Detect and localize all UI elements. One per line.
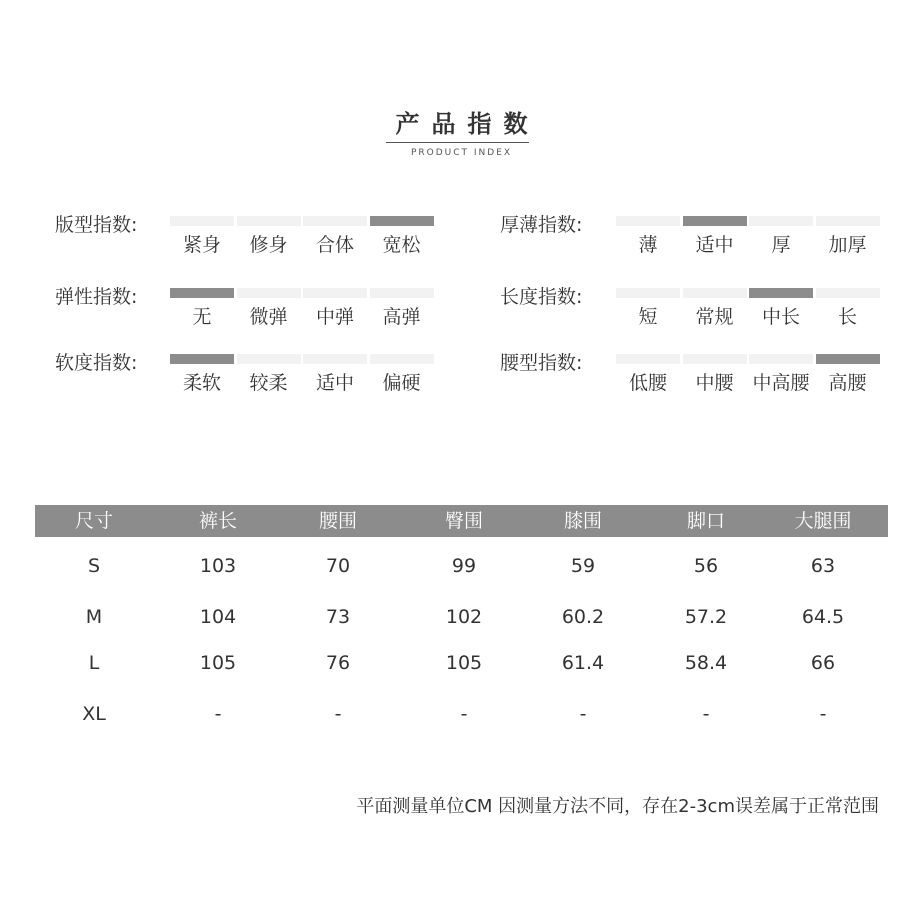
index-option-label: 长 <box>837 306 857 328</box>
index-option-label: 低腰 <box>628 372 667 394</box>
index-option-label: 中腰 <box>695 372 734 394</box>
table-cell: 105 <box>199 652 237 674</box>
table-cell: 57.2 <box>684 606 728 628</box>
index-bar-selected <box>170 354 234 364</box>
index-bar <box>616 354 680 364</box>
index-bar <box>683 288 747 298</box>
index-bar <box>303 354 367 364</box>
title-divider <box>386 142 529 143</box>
table-cell: - <box>214 703 222 725</box>
index-option-label: 中长 <box>761 306 800 328</box>
index-bar-selected <box>370 216 434 226</box>
index-bar-selected <box>749 288 813 298</box>
size-table-header <box>35 505 888 537</box>
index-option-label: 中高腰 <box>752 372 810 394</box>
table-cell: - <box>334 703 342 725</box>
index-option-label: 高弹 <box>382 306 421 328</box>
index-option-label: 柔软 <box>182 372 221 394</box>
index-option-label: 紧身 <box>182 234 221 256</box>
table-cell: 105 <box>445 652 483 674</box>
index-bar-selected <box>816 354 880 364</box>
index-option-label: 无 <box>192 306 212 328</box>
index-bar <box>616 216 680 226</box>
index-bar <box>749 216 813 226</box>
index-option-label: 偏硬 <box>382 372 421 394</box>
index-bar <box>370 288 434 298</box>
page-title: 产品指数 <box>395 110 540 138</box>
size-label: M <box>85 606 103 628</box>
index-bar <box>237 288 301 298</box>
column-header: 大腿围 <box>794 510 852 532</box>
index-bar <box>683 354 747 364</box>
size-label: S <box>87 555 101 577</box>
table-cell: 64.5 <box>801 606 845 628</box>
index-bar <box>303 288 367 298</box>
index-bar <box>370 354 434 364</box>
index-bar-selected <box>170 288 234 298</box>
index-option-label: 厚 <box>771 234 791 256</box>
index-option-label: 适中 <box>315 372 354 394</box>
size-label: L <box>88 652 100 674</box>
table-cell: 102 <box>445 606 483 628</box>
index-label: 长度指数: <box>500 286 583 308</box>
index-option-label: 短 <box>638 306 658 328</box>
table-cell: 58.4 <box>684 652 728 674</box>
table-cell: 103 <box>199 555 237 577</box>
table-cell: 59 <box>570 555 596 577</box>
table-cell: - <box>819 703 827 725</box>
index-bar <box>170 216 234 226</box>
table-cell: - <box>579 703 587 725</box>
table-cell: 104 <box>199 606 237 628</box>
column-header: 尺寸 <box>74 510 113 532</box>
table-cell: 70 <box>325 555 351 577</box>
table-cell: 76 <box>325 652 351 674</box>
index-option-label: 宽松 <box>382 234 421 256</box>
column-header: 脚口 <box>686 510 725 532</box>
table-cell: 73 <box>325 606 351 628</box>
measurement-note: 平面测量单位CM 因测量方法不同，存在2-3cm误差属于正常范围 <box>356 796 879 817</box>
index-option-label: 合体 <box>315 234 354 256</box>
index-label: 弹性指数: <box>55 286 138 308</box>
table-cell: 60.2 <box>561 606 605 628</box>
column-header: 裤长 <box>198 510 237 532</box>
index-label: 厚薄指数: <box>500 214 583 236</box>
table-cell: 66 <box>810 652 836 674</box>
column-header: 臀围 <box>444 510 483 532</box>
column-header: 腰围 <box>318 510 357 532</box>
size-label: XL <box>82 703 106 725</box>
index-bar <box>616 288 680 298</box>
index-option-label: 适中 <box>695 234 734 256</box>
index-label: 软度指数: <box>55 352 138 374</box>
index-option-label: 微弹 <box>249 306 288 328</box>
column-header: 膝围 <box>563 510 602 532</box>
index-bar-selected <box>683 216 747 226</box>
index-bar <box>237 216 301 226</box>
index-bar <box>303 216 367 226</box>
table-cell: 63 <box>810 555 836 577</box>
index-option-label: 加厚 <box>828 234 867 256</box>
index-label: 版型指数: <box>55 214 138 236</box>
index-option-label: 常规 <box>695 306 734 328</box>
table-cell: 61.4 <box>561 652 605 674</box>
table-cell: - <box>460 703 468 725</box>
index-bar <box>749 354 813 364</box>
index-bar <box>816 288 880 298</box>
index-option-label: 薄 <box>638 234 658 256</box>
index-option-label: 高腰 <box>828 372 867 394</box>
table-cell: - <box>702 703 710 725</box>
index-bar <box>816 216 880 226</box>
table-cell: 99 <box>451 555 477 577</box>
table-cell: 56 <box>693 555 719 577</box>
index-option-label: 中弹 <box>315 306 354 328</box>
page-subtitle: PRODUCT INDEX <box>410 148 513 158</box>
index-option-label: 修身 <box>249 234 288 256</box>
index-option-label: 较柔 <box>249 372 288 394</box>
index-bar <box>237 354 301 364</box>
index-label: 腰型指数: <box>500 352 583 374</box>
